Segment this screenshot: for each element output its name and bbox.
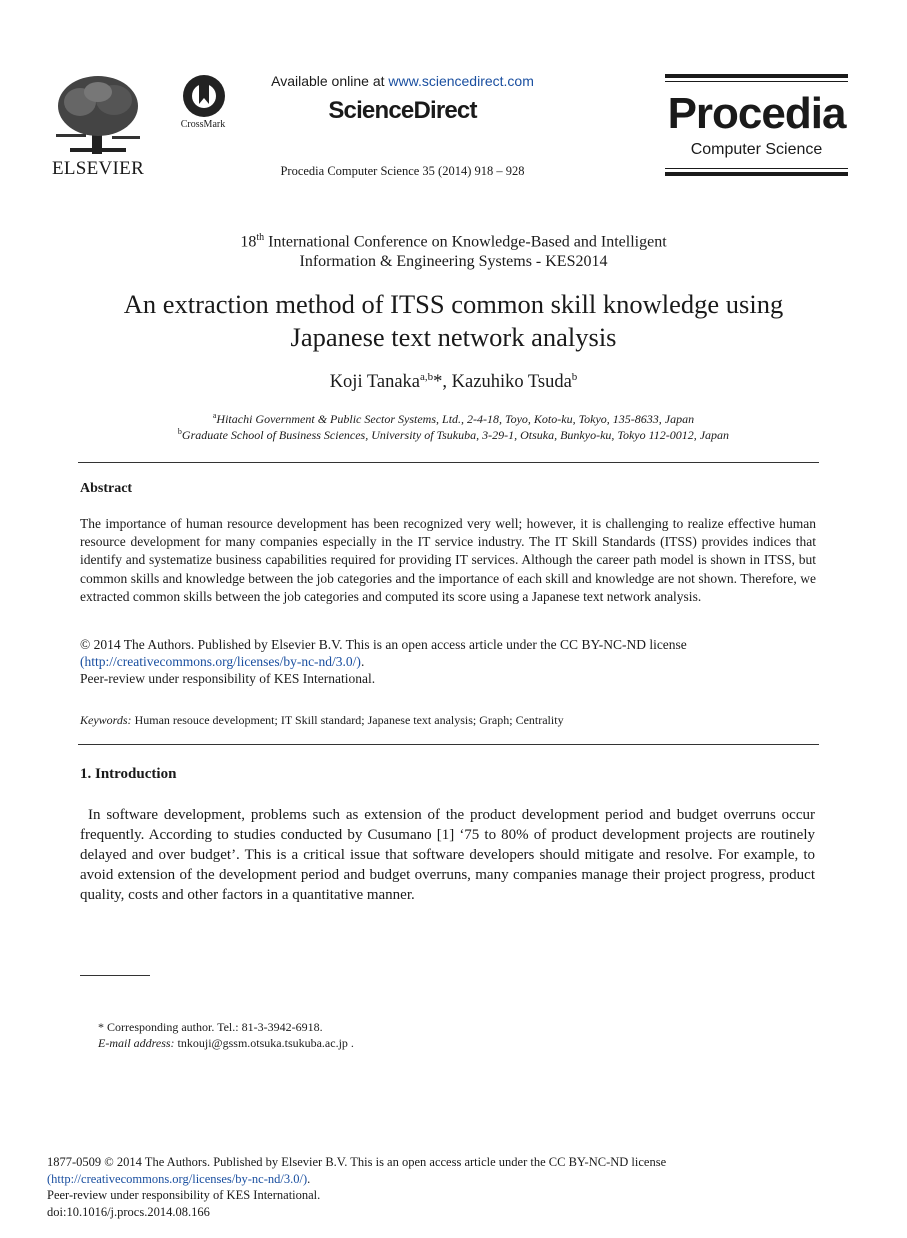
footnote-rule: [80, 975, 150, 976]
keywords-label: Keywords:: [80, 713, 132, 727]
affiliation-a-marker: a: [212, 411, 217, 420]
author-2: Kazuhiko Tsuda: [451, 372, 572, 393]
bottom-license-link-line: [47, 1171, 847, 1188]
license-line: © 2014 The Authors. Published by Elsevier B.V. This is an open access article under the CC BY-NC-ND license: [80, 637, 687, 652]
corresponding-author-note: * Corresponding author. Tel.: 81-3-3942-6918.: [98, 1020, 323, 1034]
affiliation-a: [60, 411, 847, 427]
license-link[interactable]: (http://creativecommons.org/licenses/by-nc-nd/3.0/): [80, 654, 361, 669]
procedia-bottom-rule: [665, 172, 848, 176]
abstract-body: The importance of human resource development has been recognized very well; however, it is challenging to realize effective human resource development for many companies especially in the IT service industry. The IT Skill Standards (ITSS) provides indices that identify and systematize business capabilities required for providing IT services. Although the career path model is shown in ITSS, but common skills and knowledge between the job categories and the importance of each skill and knowledge are not shown. Therefore, we extracted common skills between the job categories and computed its score using a Japanese text network analysis.: [80, 516, 816, 604]
abstract-bottom-rule: [78, 744, 819, 745]
introduction-body: In software development, problems such as extension of the product development period and budget overruns occur frequently. According to studies conducted by Cusumano [1] ‘75 to 80% of product development projects are routinely delayed and over budget’. This is a critical issue that software developers should mitigate and resolve. For example, to avoid extension of the development period and budget overruns, many companies manage their project progress, product quality, costs and other factors in a quantitative manner.: [80, 807, 815, 903]
conference-number: 18: [240, 233, 257, 251]
conference-line-1-text: International Conference on Knowledge-Based and Intelligent: [264, 233, 667, 251]
procedia-title: Procedia: [667, 89, 846, 138]
author-1-affil: a,b: [420, 371, 434, 383]
paper-title: [60, 288, 847, 354]
license-link-line: [80, 653, 820, 670]
license-block: [80, 636, 820, 687]
introduction-heading: 1. Introduction: [80, 766, 177, 782]
keywords-text: Human resouce development; IT Skill standard; Japanese text analysis; Graph; Centrality: [131, 713, 564, 727]
doi-line: doi:10.1016/j.procs.2014.08.166: [47, 1204, 210, 1219]
affiliation-b: [60, 427, 847, 443]
crossmark-label: CrossMark: [180, 119, 226, 130]
bottom-peer-review: Peer-review under responsibility of KES International.: [47, 1188, 321, 1202]
email-address: tnkouji@gssm.otsuka.tsukuba.ac.jp .: [174, 1036, 354, 1050]
issn-license-line: 1877-0509 © 2014 The Authors. Published by Elsevier B.V. This is an open access article under the CC BY-NC-ND license: [47, 1155, 667, 1169]
procedia-top-thin-rule: [665, 81, 848, 82]
author-list: [60, 371, 847, 393]
elsevier-logo-text: ELSEVIER: [51, 158, 145, 179]
available-online-line: [240, 73, 565, 89]
procedia-logo: [665, 74, 848, 176]
bottom-license-link-end: .: [307, 1171, 311, 1186]
affiliation-b-text: Graduate School of Business Sciences, University of Tsukuba, 3-29-1, Otsuka, Bunkyo-ku, Tokyo 112-0012, Japan: [181, 428, 730, 442]
conference-ordinal: th: [256, 232, 265, 243]
license-link-end: .: [360, 654, 365, 669]
procedia-subtitle: Computer Science: [690, 141, 823, 158]
available-prefix: Available online at: [271, 73, 389, 89]
author-1: Koji Tanaka: [329, 372, 421, 393]
sciencedirect-brand: ScienceDirect: [328, 97, 477, 124]
procedia-top-rule: [665, 74, 848, 78]
bottom-license-block: [47, 1154, 847, 1220]
affiliation-a-text: Hitachi Government & Public Sector Systems, Ltd., 2-4-18, Toyo, Koto-ku, Tokyo, 135-8633, Japan: [216, 412, 695, 426]
conference-line-2: Information & Engineering Systems - KES2014: [299, 253, 608, 271]
peer-review-line: Peer-review under responsibility of KES International.: [80, 671, 376, 686]
abstract-top-rule: [78, 462, 819, 463]
author-2-affil: b: [571, 371, 578, 383]
conference-line-1: [60, 228, 847, 252]
affiliation-b-marker: b: [177, 427, 182, 436]
procedia-bottom-thin-rule: [665, 168, 848, 169]
abstract-heading: Abstract: [80, 481, 133, 496]
email-label: E-mail address:: [98, 1036, 175, 1050]
title-line-2: Japanese text network analysis: [290, 322, 617, 352]
journal-reference: Procedia Computer Science 35 (2014) 918 – 928: [280, 164, 525, 178]
title-line-1: An extraction method of ITSS common skill knowledge using: [123, 289, 784, 319]
bottom-license-link[interactable]: (http://creativecommons.org/licenses/by-nc-nd/3.0/): [47, 1171, 308, 1186]
author-1-mark: *,: [433, 372, 452, 393]
sciencedirect-link[interactable]: www.sciencedirect.com: [388, 73, 534, 89]
keywords-line: [80, 713, 820, 728]
email-note: [98, 1035, 798, 1051]
conference-name: [60, 228, 847, 272]
